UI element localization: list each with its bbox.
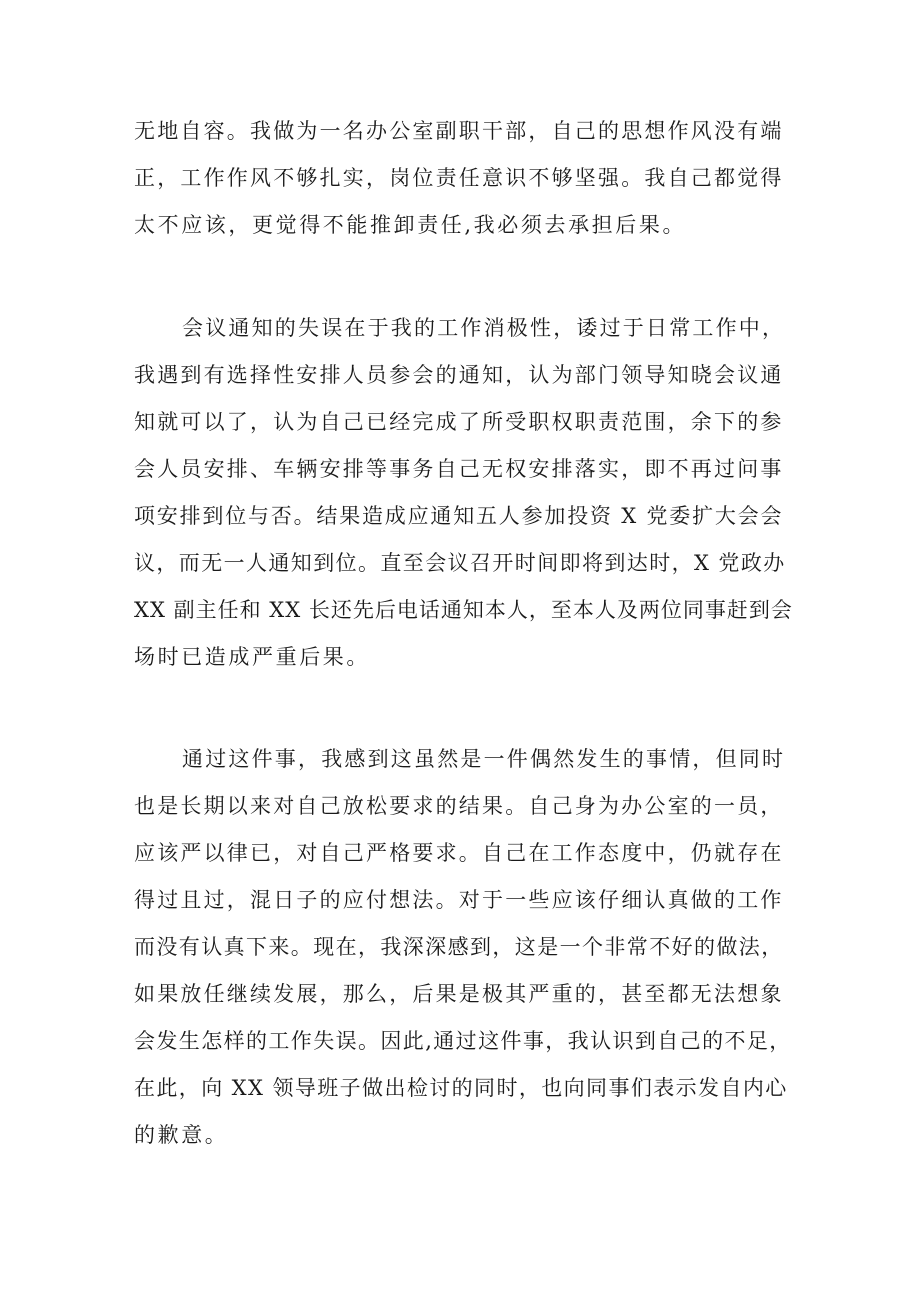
paragraph-line: 太不应该，更觉得不能推卸责任,我必须去承担后果。 — [134, 213, 687, 237]
paragraph-line: XX 副主任和 XX 长还先后电话通知本人，至本人及两位同事赶到会 — [134, 598, 793, 622]
paragraph-1 — [134, 108, 794, 249]
paragraph-line: 应该严以律已，对自己严格要求。自己在工作态度中，仍就存在 — [134, 841, 784, 865]
paragraph-line: 的歉意。 — [134, 1123, 229, 1147]
paragraph-2 — [134, 305, 794, 681]
paragraph-line: 场时已造成严重后果。 — [134, 645, 370, 669]
paragraph-line: 也是长期以来对自己放松要求的结果。自己身为办公室的一员， — [134, 794, 784, 818]
paragraph-line: 会发生怎样的工作失误。因此,通过这件事，我认识到自己的不足， — [134, 1029, 792, 1053]
paragraph-line: 如果放任继续发展，那么，后果是极其严重的，甚至都无法想象 — [134, 982, 784, 1006]
paragraph-line: 知就可以了，认为自己已经完成了所受职权职责范围，余下的参 — [134, 410, 784, 434]
paragraph-line: 得过且过，混日子的应付想法。对于一些应该仔细认真做的工作 — [134, 888, 784, 912]
paragraph-line: 无地自容。我做为一名办公室副职干部，自己的思想作风没有端 — [134, 119, 784, 143]
paragraph-line: 我遇到有选择性安排人员参会的通知，认为部门领导知晓会议通 — [134, 363, 784, 387]
paragraph-line: 而没有认真下来。现在，我深深感到，这是一个非常不好的做法， — [134, 935, 784, 959]
paragraph-line: 在此，向 XX 领导班子做出检讨的同时，也向同事们表示发自内心 — [134, 1076, 788, 1100]
paragraph-line: 会人员安排、车辆安排等事务自己无权安排落实，即不再过问事 — [134, 457, 784, 481]
paragraph-line: 议，而无一人通知到位。直至会议召开时间即将到达时，X 党政办 — [134, 551, 786, 575]
paragraph-line: 会议通知的失误在于我的工作消极性，诿过于日常工作中， — [182, 316, 786, 340]
paragraph-line: 项安排到位与否。结果造成应通知五人参加投资 X 党委扩大会会 — [134, 504, 784, 528]
paragraph-line: 通过这件事，我感到这虽然是一件偶然发生的事情，但同时 — [182, 747, 786, 771]
paragraph-line: 正，工作作风不够扎实，岗位责任意识不够坚强。我自己都觉得 — [134, 166, 784, 190]
paragraph-3 — [134, 736, 794, 1159]
